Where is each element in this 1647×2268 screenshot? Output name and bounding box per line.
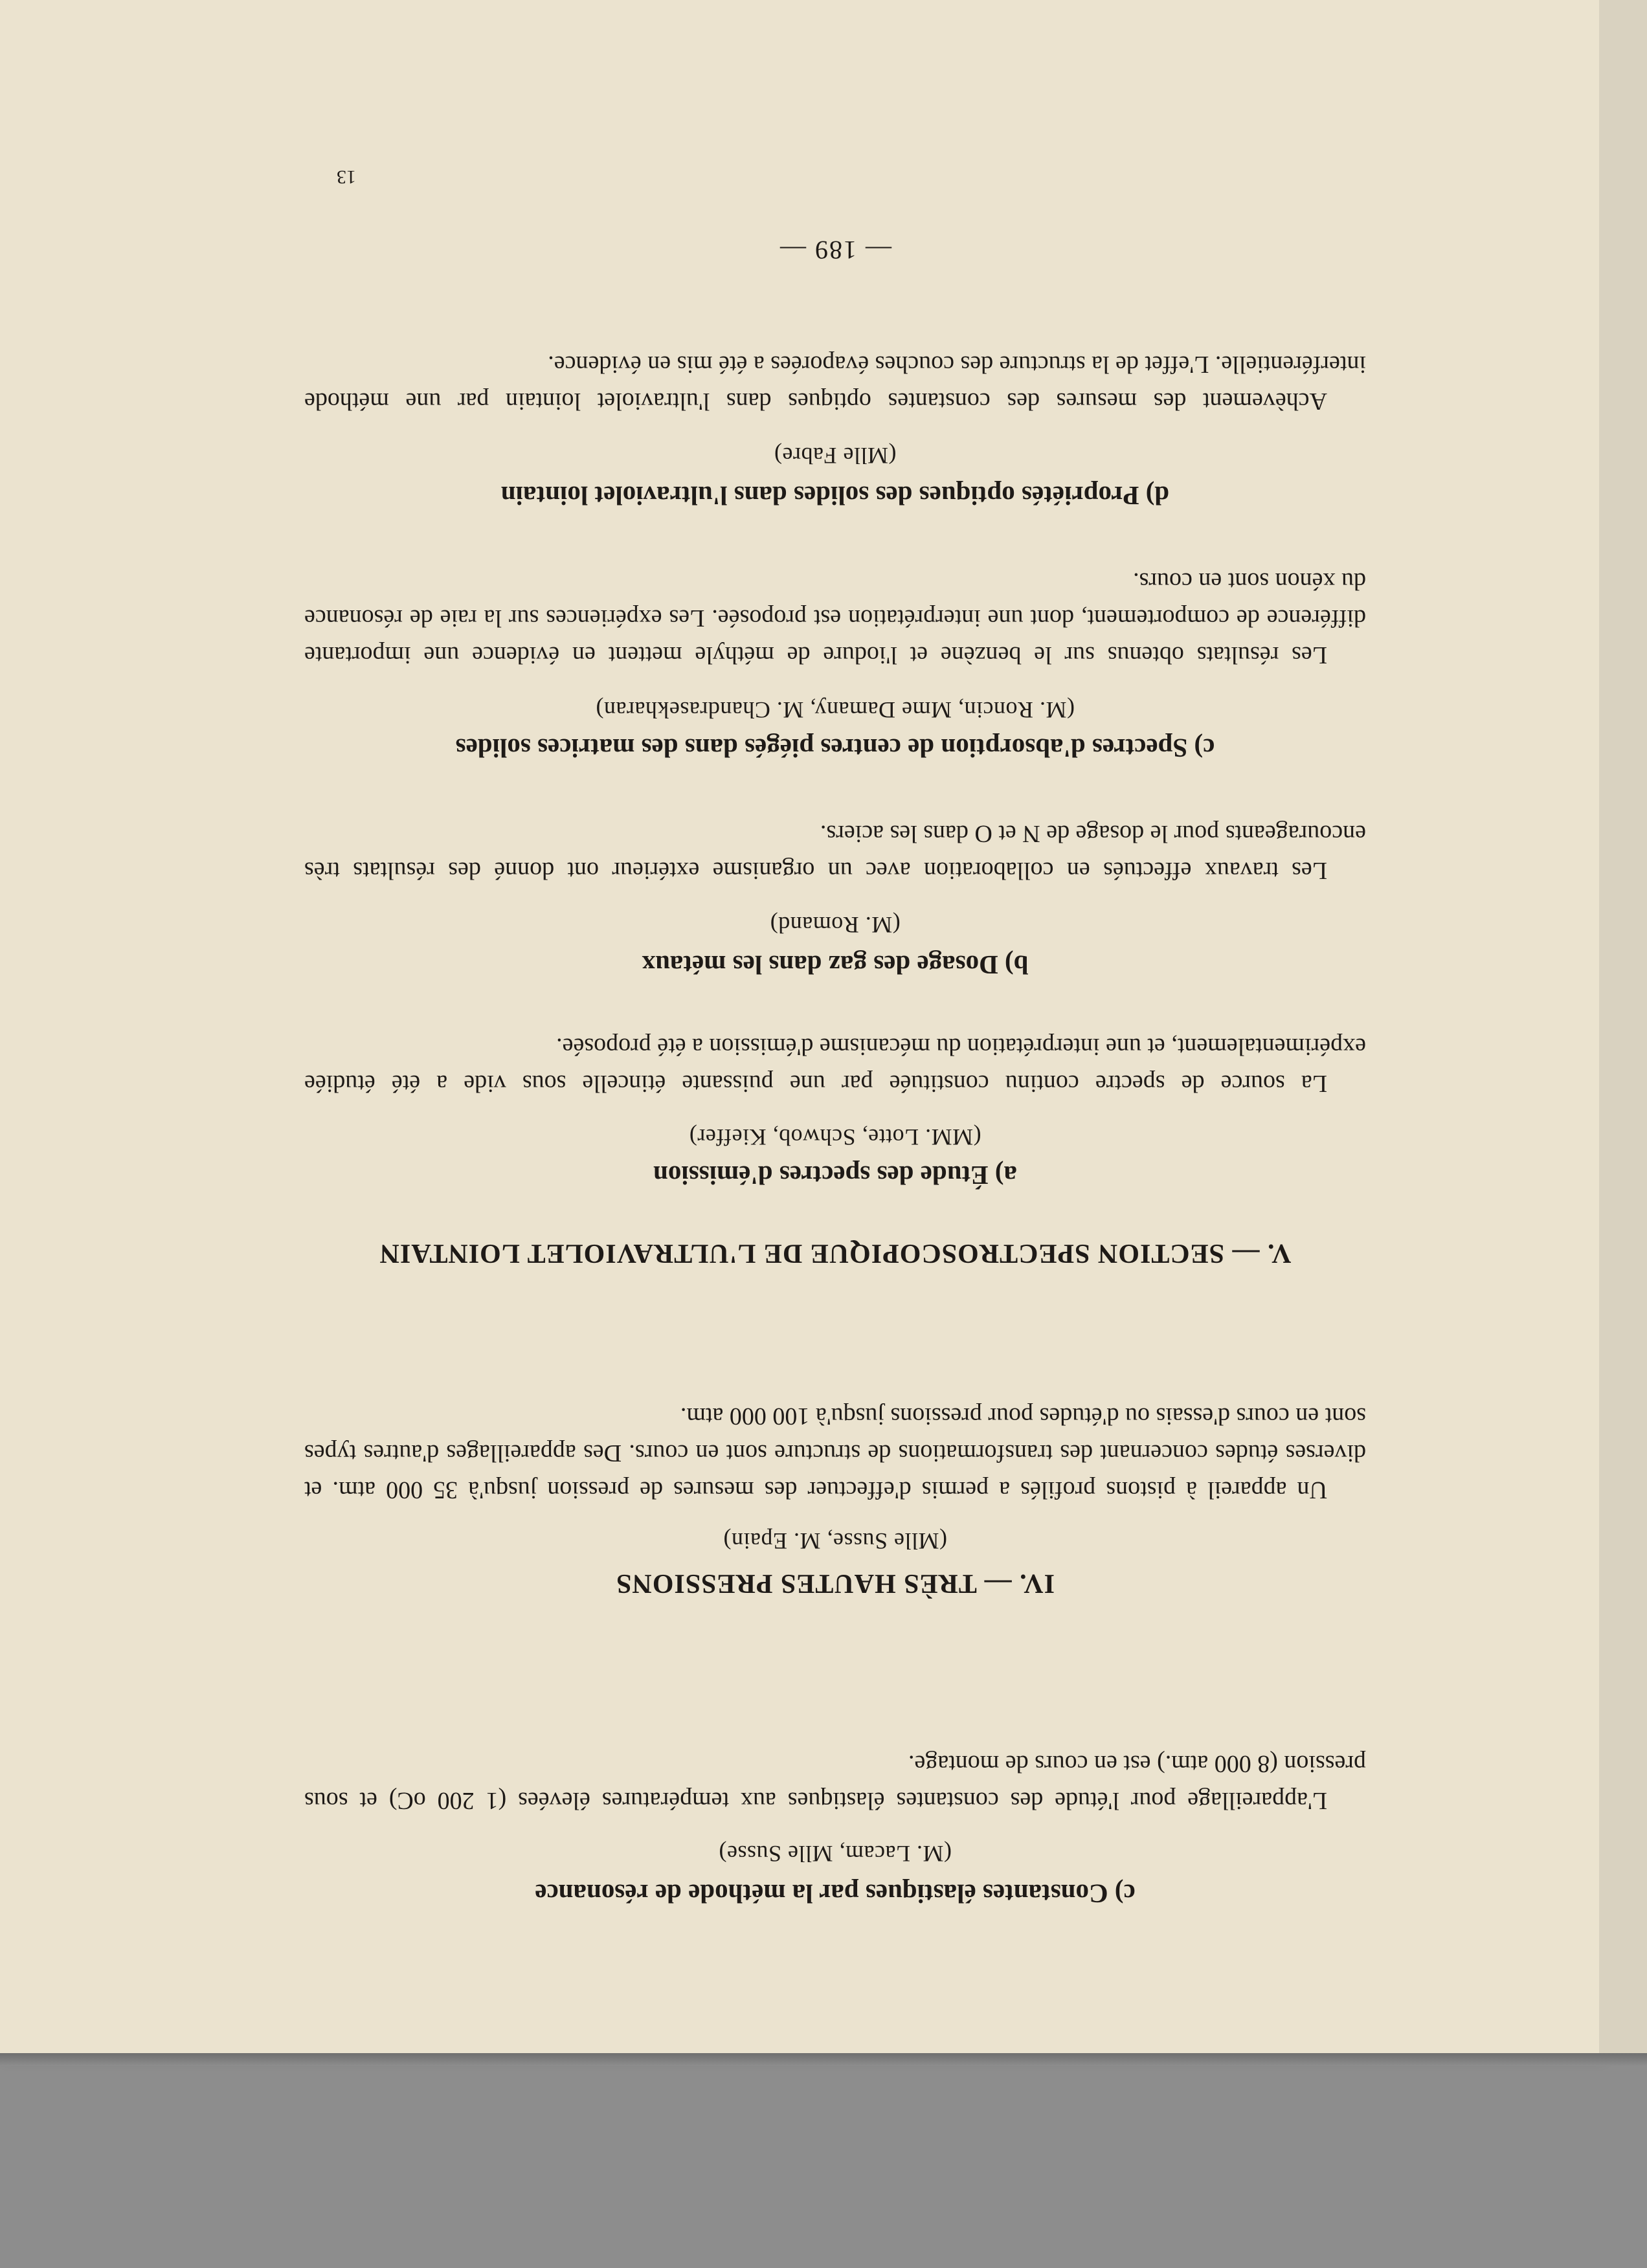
- page-edge: [1599, 0, 1647, 2053]
- section-v-b-title: b) Dosage des gaz dans les métaux: [642, 950, 1029, 980]
- section-v-c-text: Les résultats obtenus sur le benzène et l'iodure de méthyle mettent en évidence une importante différence de comportement, dont une interprétation est proposée. Les expériences sur la raie de résonance du xénon sont en cours.: [304, 568, 1366, 669]
- section-v-c-authors: (M. Roncin, Mme Damany, M. Chandrasekharan): [596, 697, 1075, 723]
- section-v-a-authors: (MM. Lotte, Schwob, Kieffer): [689, 1124, 981, 1150]
- section-iv-authors: (Mlle Susse, M. Epain): [723, 1528, 947, 1554]
- section-v-d-title: d) Propriétés optiques des solides dans l'ultraviolet lointain: [500, 481, 1170, 511]
- section-v-d-authors: (Mlle Fabre): [774, 443, 897, 469]
- elastic-constants-text: L'appareillage pour l'étude des constantes élastiques aux températures élevées (1 200 oC) et sous pression (8 000 atm.) est en cours de montage.: [304, 1750, 1366, 1814]
- section-v-b-text: Les travaux effectués en collaboration avec un organisme extérieur ont donné des résultats très encourageants pour le dosage de N et O dans les aciers.: [304, 820, 1366, 884]
- page-shadow: [0, 2053, 1647, 2066]
- elastic-constants-authors: (M. Lacam, Mlle Susse): [719, 1841, 952, 1867]
- section-v-title: V. — SECTION SPECTROSCOPIQUE DE L'ULTRAVIOLET LOINTAIN: [379, 1238, 1292, 1268]
- sheet-number: 13: [337, 166, 356, 188]
- elastic-constants-title: c) Constantes élastiques par la méthode de résonance: [535, 1879, 1136, 1909]
- page-number: — 189 —: [779, 236, 891, 265]
- section-v-a-title: a) Étude des spectres d'émission: [653, 1161, 1017, 1190]
- section-iv-title: IV. — TRÈS HAUTES PRESSIONS: [616, 1568, 1055, 1598]
- section-iv-text: Un appareil à pistons profilés a permis d'effectuer des mesures de pression jusqu'à 35 000 atm. et diverses études concernant des transformations de structure sont en cours. Des appareillages d'autres types sont en cours d'essais ou d'études pour pressions jusqu'à 100 000 atm.: [304, 1403, 1366, 1504]
- section-v-a-text: La source de spectre continu constituée par une puissante étincelle sous vide a été étudiée expérimentalement, et une interprétation du mécanisme d'émission a été proposée.: [304, 1033, 1366, 1097]
- page-content: [304, 149, 1366, 1922]
- section-v-d-text: Achèvement des mesures des constantes optiques dans l'ultraviolet lointain par une méthode interférentielle. L'effet de la structure des couches évaporées a été mis en évidence.: [304, 351, 1366, 415]
- section-v-b-authors: (M. Romand): [770, 912, 901, 938]
- section-v-c-title: c) Spectres d'absorption de centres piégés dans des matrices solides: [455, 733, 1215, 763]
